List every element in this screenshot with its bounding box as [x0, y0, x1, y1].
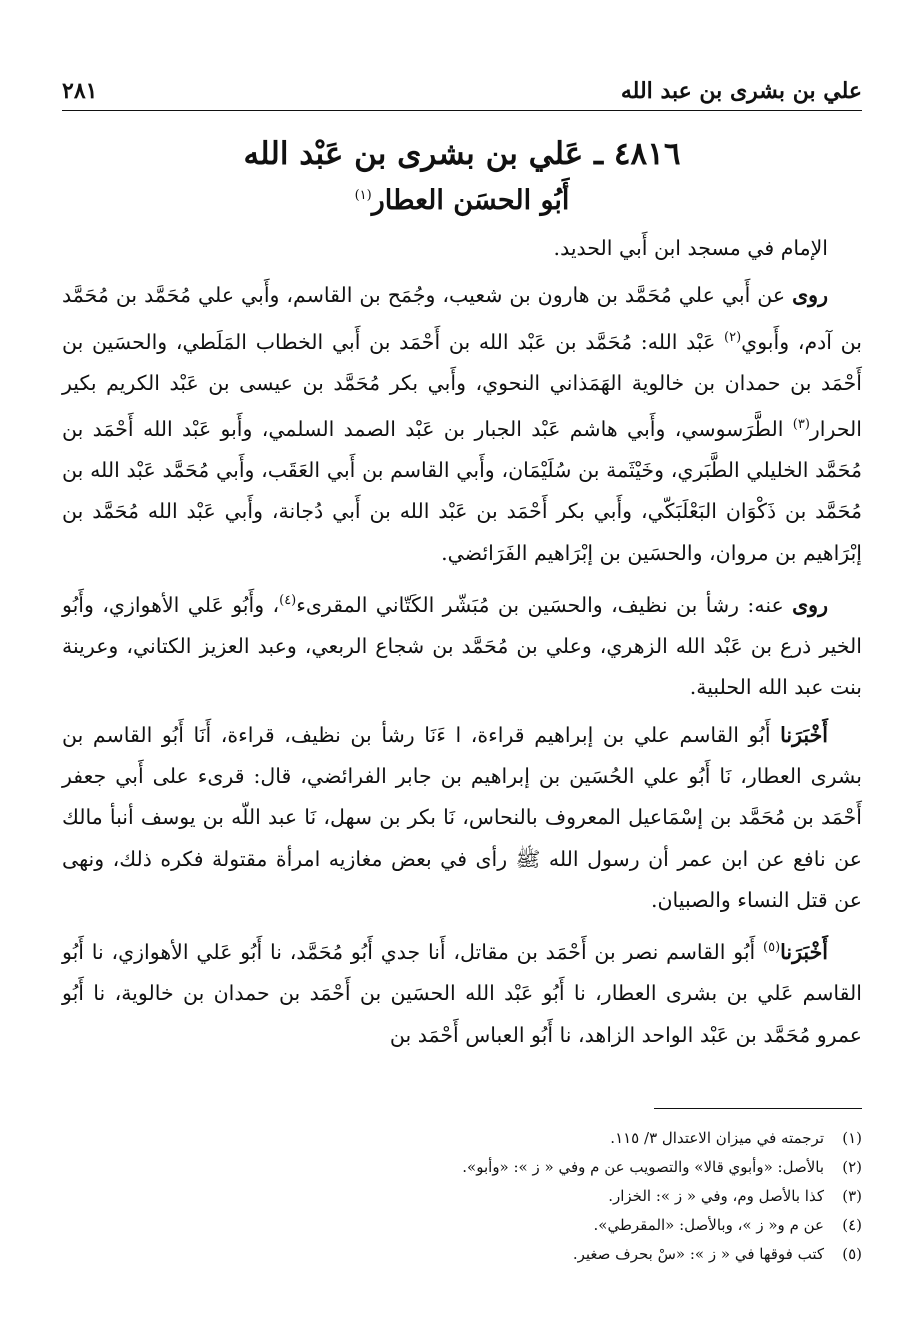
- footnote-ref-1: (١): [354, 188, 372, 203]
- running-title: علي بن بشرى بن عبد الله: [620, 78, 862, 104]
- kunya-text: أَبُو الحسَن العطار: [371, 185, 570, 216]
- running-header: [62, 64, 862, 111]
- footnote-number: (٣): [842, 1187, 862, 1205]
- footnote-ref-4: (٤): [279, 593, 297, 609]
- page-number: ٢٨١: [62, 78, 98, 104]
- entry-body: [62, 228, 862, 1062]
- footnote-separator: [654, 1108, 862, 1109]
- paragraph-2-lead: روى: [792, 283, 828, 308]
- footnote-number: (٤): [842, 1216, 862, 1234]
- footnote-4: [62, 1211, 862, 1240]
- entry-heading: [62, 132, 862, 221]
- footnote-ref-3: (٣): [792, 417, 810, 433]
- entry-title: ٤٨١٦ ـ عَلي بن بشرى بن عَبْد الله: [243, 136, 681, 172]
- paragraph-3-text-a: عنه: رشأ بن نظيف، والحسَين بن مُبَشّر الكَتّاني المقرىء: [296, 592, 793, 617]
- footnote-number: (١): [842, 1129, 862, 1147]
- footnote-5: [62, 1240, 862, 1269]
- paragraph-5-lead: أَخْبَرَنا: [780, 940, 828, 965]
- paragraph-2-text-b: عَبْد الله: مُحَمَّد بن عَبْد الله بن أَحْمَد بن أَبي الخطاب المَلَطي، والحسَين بن أَحْمَد بن حمدان بن خالوية الهَمَذاني النحوي، وأَبي بكر مُحَمَّد بن عيسى بن عَبْد الكريم بكير الحرار: [62, 329, 862, 441]
- footnote-text: بالأصل: «وأبوي قالا» والتصويب عن م وفي « ز »: «وأبو».: [462, 1158, 824, 1176]
- footnote-number: (٥): [842, 1245, 862, 1263]
- footnote-number: (٢): [842, 1158, 862, 1176]
- paragraph-4-lead: أَخْبَرَنا: [780, 722, 828, 747]
- paragraph-2-text-c: الطَّرَسوسي، وأَبي هاشم عَبْد الجبار بن عَبْد الصمد السلمي، وأَبو عَبْد الله أَحْمَد بن مُحَمَّد الخليلي الطَّبَري، وخَيْثَمة بن سُلَيْمَان، وأَبي القاسم بن أَبي العَقَب، وأَبي مُحَمَّد عَبْد الله بن مُحَمَّد بن ذَكْوَان البَعْلَبَكّي، وأَبي بكر أَحْمَد بن عَبْد الله بن أَبي دُجانة، وأَبي عَبْد الله مُحَمَّد بن إبْرَاهيم بن مروان، والحسَين بن إبْرَاهيم الفَرَائضي.: [62, 416, 862, 565]
- footnote-text: كتب فوقها في « ز »: «سْ بحرف صغير.: [572, 1245, 824, 1263]
- footnote-1: [62, 1124, 862, 1153]
- paragraph-5-text: أَبُو القاسم نصر بن أَحْمَد بن مقاتل، أَنا جدي أَبُو مُحَمَّد، نا أَبُو عَلي الأهوازي، نا أَبُو القاسم عَلي بن بشرى العطار، نا أَبُو عَبْد الله الحسَين بن أَحْمَد بن حمدان بن خالوية، نا أَبُو عمرو مُحَمَّد بن عَبْد الواحد الزاهد، نا أَبُو العباس أَحْمَد بن: [62, 940, 862, 1047]
- footnote-2: [62, 1153, 862, 1182]
- paragraph-3-text-b: ، وأَبُو عَلي الأهوازي، وأَبُو الخير ذرع بن عَبْد الله الزهري، وعلي بن مُحَمَّد بن شجاع الربعي، وعبد العزيز الكتاني، وعرينة بنت عبد الله الحلبية.: [62, 592, 862, 700]
- paragraph-4-text: أَبُو القاسم علي بن إبراهيم قراءة، ا ءَنَا رشأ بن نظيف، قراءة، أَنَا أَبُو القاسم بن بشرى العطار، نَا أَبُو علي الحُسَين بن إبراهيم بن جابر الفرائضي، قال: قرىء على أَبي جعفر أَحْمَد بن مُحَمَّد بن إسْمَاعيل المعروف بالنحاس، نَا بكر بن سهل، نَا عبد اللّه بن يوسف أنبأ مالك عن نافع عن ابن عمر أن رسول الله ﷺ رأى في بعض مغازيه امرأة مقتولة فكره ذلك، ونهى عن قتل النساء والصبيان.: [62, 722, 862, 912]
- entry-kunya: [62, 176, 862, 221]
- footnote-ref-2: (٢): [724, 329, 742, 345]
- paragraph-3-lead: روى: [792, 592, 828, 617]
- paragraph-1: الإمام في مسجد ابن أَبي الحديد.: [553, 236, 828, 260]
- footnote-text: ترجمته في ميزان الاعتدال ٣/ ١١٥.: [610, 1129, 824, 1147]
- paragraph-2: [62, 275, 862, 574]
- footnote-3: [62, 1182, 862, 1211]
- paragraph-4: [62, 715, 862, 921]
- paragraph-2-text-a: عن أَبي علي مُحَمَّد بن هارون بن شعيب، وجُمَح بن القاسم، وأَبي علي مُحَمَّد بن مُحَمَّد بن آدم، وأَبوي: [62, 283, 862, 354]
- footnote-ref-5: (٥): [763, 940, 781, 956]
- footnote-text: كذا بالأصل وم، وفي « ز »: الخزار.: [608, 1187, 824, 1205]
- paragraph-3: [62, 580, 862, 709]
- paragraph-5: [62, 927, 862, 1056]
- footnote-text: عن م و« ز »، وبالأصل: «المقرطي».: [593, 1216, 824, 1234]
- footnotes: [62, 1124, 862, 1269]
